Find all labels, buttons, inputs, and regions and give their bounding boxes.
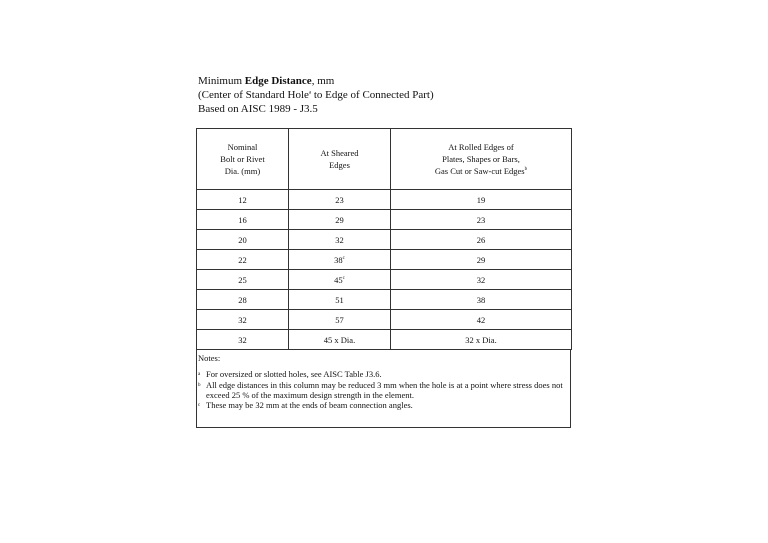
cell-sheared: 32	[289, 230, 391, 250]
cell-dia: 32	[197, 310, 289, 330]
note-item	[198, 369, 570, 380]
cell-dia: 25	[197, 270, 289, 290]
cell-rolled: 23	[391, 210, 572, 230]
cell-sheared: 51	[289, 290, 391, 310]
note-text: All edge distances in this column may be reduced 3 mm when the hole is at a point where stress does not exceed 25 % of the maximum design strength in the element.	[206, 380, 563, 400]
cell-rolled: 26	[391, 230, 572, 250]
cell-dia: 20	[197, 230, 289, 250]
table-row	[197, 190, 572, 210]
cell-rolled: 29	[391, 250, 572, 270]
cell-sheared: 23	[289, 190, 391, 210]
note-text: These may be 32 mm at the ends of beam connection angles.	[206, 400, 413, 410]
footnote-mark: a	[308, 90, 312, 96]
title-line-1: Minimum Edge Distance, mm	[198, 75, 335, 87]
header-sheared-edges: At Sheared Edges	[289, 129, 391, 190]
table-row	[197, 290, 572, 310]
cell-rolled: 42	[391, 310, 572, 330]
cell-dia: 12	[197, 190, 289, 210]
title-bold-term: Edge Distance	[244, 75, 312, 87]
notes-section	[196, 350, 571, 428]
note-item	[198, 400, 570, 411]
cell-sheared: 29	[289, 210, 391, 230]
cell-sheared: 45 x Dia.	[289, 330, 391, 350]
note-text: For oversized or slotted holes, see AISC Table J3.6.	[206, 369, 382, 379]
cell-sheared: 38$^c$	[289, 250, 391, 270]
cell-dia: 16	[197, 210, 289, 230]
footnote-mark: b	[524, 167, 528, 173]
table-row	[197, 230, 572, 250]
header-rolled-edges: At Rolled Edges of Plates, Shapes or Bars, Gas Cut or Saw-cut Edges$^b$	[391, 129, 572, 190]
header-bolt-dia: Nominal Bolt or Rivet Dia. (mm)	[197, 129, 289, 190]
table-row	[197, 270, 572, 290]
note-item	[198, 380, 570, 400]
cell-rolled: 32	[391, 270, 572, 290]
cell-sheared: 57	[289, 310, 391, 330]
footnote-mark: c	[198, 403, 201, 408]
cell-rolled: 32 x Dia.	[391, 330, 572, 350]
table-row	[197, 330, 572, 350]
cell-dia: 22	[197, 250, 289, 270]
title-line-3: Based on AISC 1989 - J3.5	[198, 103, 318, 115]
notes-heading: Notes:	[198, 353, 221, 363]
cell-sheared: 45$^c$	[289, 270, 391, 290]
table-row	[197, 250, 572, 270]
cell-dia: 28	[197, 290, 289, 310]
footnote-mark: a	[198, 372, 201, 377]
cell-dia: 32	[197, 330, 289, 350]
edge-distance-table-wrap	[196, 128, 571, 428]
edge-distance-table	[196, 128, 572, 350]
header-row	[197, 129, 572, 190]
table-row	[197, 310, 572, 330]
footnote-mark: b	[198, 383, 201, 388]
table-title	[198, 74, 434, 116]
table-row	[197, 210, 572, 230]
cell-rolled: 19	[391, 190, 572, 210]
title-line-2: (Center of Standard Hole$^a$ to Edge of Connected Part)	[198, 89, 434, 101]
cell-rolled: 38	[391, 290, 572, 310]
